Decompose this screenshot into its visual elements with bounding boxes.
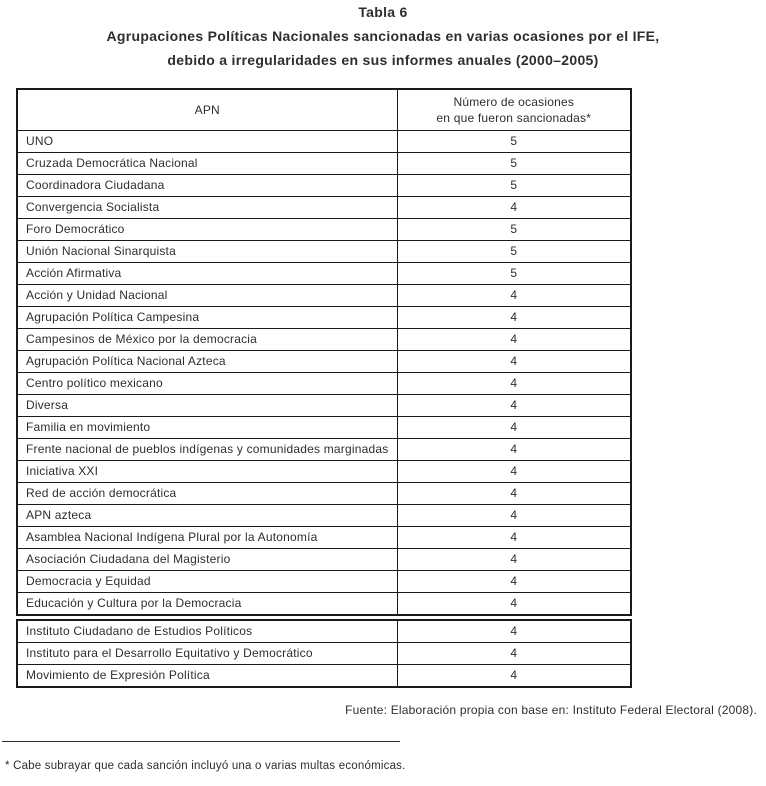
table-row	[17, 439, 631, 461]
table-row	[17, 329, 631, 351]
table-row	[17, 175, 631, 197]
count-cell: 4	[397, 373, 631, 395]
table-row	[17, 417, 631, 439]
footnote: * Cabe subrayar que cada sanción incluyó una o varias multas económicas.	[5, 760, 406, 772]
apn-cell: Frente nacional de pueblos indígenas y comunidades marginadas	[17, 439, 397, 461]
apn-cell: Campesinos de México por la democracia	[17, 329, 397, 351]
table-row	[17, 571, 631, 593]
apn-cell: Iniciativa XXI	[17, 461, 397, 483]
table-row	[17, 263, 631, 285]
count-cell: 4	[397, 197, 631, 219]
table-row	[17, 665, 631, 688]
table-row	[17, 461, 631, 483]
apn-cell: Red de acción democrática	[17, 483, 397, 505]
table-row	[17, 505, 631, 527]
count-cell: 4	[397, 643, 631, 665]
apn-cell: Diversa	[17, 395, 397, 417]
apn-cell: Coordinadora Ciudadana	[17, 175, 397, 197]
table-row	[17, 373, 631, 395]
apn-cell: Foro Democrático	[17, 219, 397, 241]
count-cell: 5	[397, 241, 631, 263]
apn-cell: Convergencia Socialista	[17, 197, 397, 219]
count-cell: 4	[397, 505, 631, 527]
table-row	[17, 219, 631, 241]
apn-cell: Movimiento de Expresión Política	[17, 665, 397, 688]
apn-cell: Acción Afirmativa	[17, 263, 397, 285]
apn-cell: Asociación Ciudadana del Magisterio	[17, 549, 397, 571]
apn-cell: Educación y Cultura por la Democracia	[17, 593, 397, 616]
count-cell: 4	[397, 329, 631, 351]
table-row	[17, 285, 631, 307]
count-cell: 5	[397, 131, 631, 153]
count-cell: 5	[397, 175, 631, 197]
count-cell: 5	[397, 219, 631, 241]
count-cell: 4	[397, 461, 631, 483]
count-cell: 4	[397, 527, 631, 549]
sanctions-table	[16, 88, 630, 688]
apn-cell: APN azteca	[17, 505, 397, 527]
table-row	[17, 620, 631, 643]
table-row	[17, 197, 631, 219]
apn-cell: Cruzada Democrática Nacional	[17, 153, 397, 175]
column-header-apn: APN	[17, 89, 397, 131]
sanctions-table-bottom	[16, 619, 632, 688]
apn-cell: Familia en movimiento	[17, 417, 397, 439]
table-row	[17, 549, 631, 571]
count-cell: 4	[397, 307, 631, 329]
apn-cell: Centro político mexicano	[17, 373, 397, 395]
count-cell: 4	[397, 483, 631, 505]
count-cell: 4	[397, 620, 631, 643]
column-header-count	[397, 89, 631, 131]
table-title: Tabla 6	[358, 4, 408, 20]
count-cell: 4	[397, 395, 631, 417]
source-note: Fuente: Elaboración propia con base en: Instituto Federal Electoral (2008).	[345, 703, 757, 717]
apn-cell: Democracia y Equidad	[17, 571, 397, 593]
table-row	[17, 131, 631, 153]
column-header-count-line1: Número de ocasiones	[453, 95, 575, 109]
table-row	[17, 395, 631, 417]
count-cell: 5	[397, 263, 631, 285]
apn-cell: Acción y Unidad Nacional	[17, 285, 397, 307]
table-row	[17, 527, 631, 549]
table-row	[17, 643, 631, 665]
header-row	[17, 89, 631, 131]
footnote-rule	[2, 741, 400, 742]
count-cell: 4	[397, 351, 631, 373]
table-subtitle-line2: debido a irregularidades en sus informes anuales (2000–2005)	[167, 52, 599, 68]
sanctions-table-main	[16, 88, 632, 616]
apn-cell: Agrupación Política Campesina	[17, 307, 397, 329]
table-row	[17, 241, 631, 263]
apn-cell: UNO	[17, 131, 397, 153]
table-subtitle-line1: Agrupaciones Políticas Nacionales sancionadas en varias ocasiones por el IFE,	[106, 28, 660, 44]
table-row	[17, 593, 631, 616]
count-cell: 4	[397, 571, 631, 593]
count-cell: 4	[397, 285, 631, 307]
table-row	[17, 307, 631, 329]
apn-cell: Unión Nacional Sinarquista	[17, 241, 397, 263]
apn-cell: Instituto Ciudadano de Estudios Políticos	[17, 620, 397, 643]
table-row	[17, 483, 631, 505]
table-row	[17, 153, 631, 175]
apn-cell: Asamblea Nacional Indígena Plural por la Autonomía	[17, 527, 397, 549]
table-row	[17, 351, 631, 373]
column-header-count-line2: en que fueron sancionadas*	[436, 111, 592, 125]
apn-cell: Instituto para el Desarrollo Equitativo y Democrático	[17, 643, 397, 665]
count-cell: 4	[397, 549, 631, 571]
count-cell: 4	[397, 593, 631, 616]
apn-cell: Agrupación Política Nacional Azteca	[17, 351, 397, 373]
count-cell: 4	[397, 439, 631, 461]
count-cell: 5	[397, 153, 631, 175]
count-cell: 4	[397, 665, 631, 688]
count-cell: 4	[397, 417, 631, 439]
